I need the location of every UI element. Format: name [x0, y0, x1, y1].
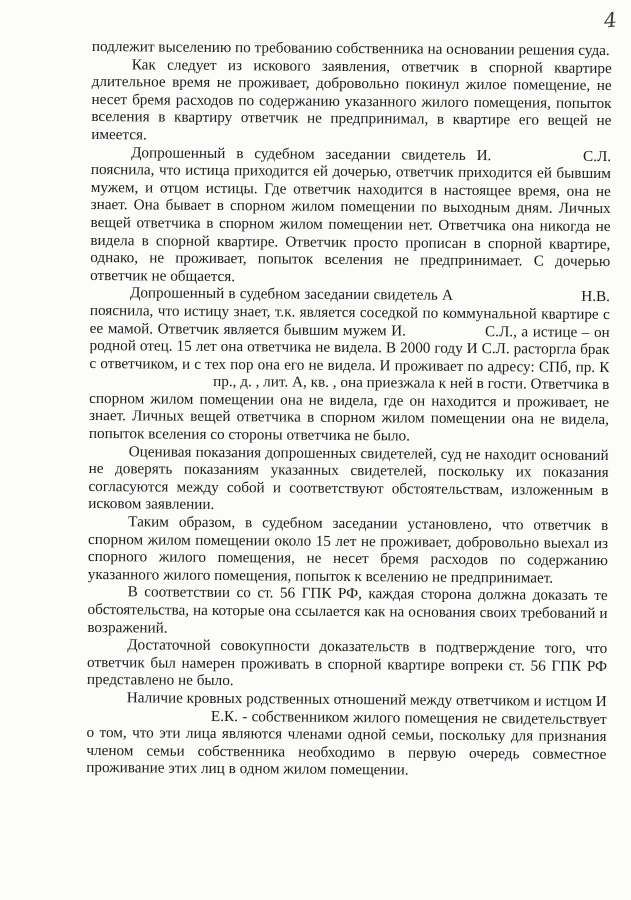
paragraph-witness-i	[90, 144, 611, 289]
document-body	[86, 38, 612, 781]
paragraph-text: Допрошенный в судебном заседании свидетель А	[129, 284, 454, 305]
paragraph-text: Е.К. - собственником жилого помещения не свидетельствует о том, что эти лица являются членами одной семьи, поскольку для признания членом семьи собственника необходимо в первую очередь совместное проживание этих лиц в одном жилом помещении.	[86, 707, 607, 779]
paragraph-text: С.Л. пояснила, что истица приходится ей дочерью, ответчик приходится ей бывшим мужем, и отцом истицы. Где ответчик находится в настоящее время, она не знает. Она бывает в спорном жилом помещении по выходным дням. Личных вещей ответчика в спорном жилом помещении нет. Ответчика она никогда не видела в спорной квартире. Ответчик просто прописан в спорной квартире, однако, не проживает, попыток вселения не предпринимает. С дочерью ответчик не общается.	[90, 147, 612, 285]
redacted-name	[457, 291, 577, 304]
paragraph-article-56	[87, 583, 607, 640]
paragraph-evaluation	[88, 443, 609, 517]
paragraph-text: В соответствии со ст. 56 ГПК РФ, каждая сторона должна доказать те обстоятельства, на которые она ссылается как на основания своих требований и возражений.	[87, 583, 608, 637]
paragraph-witness-a	[89, 284, 610, 446]
redacted-name	[87, 710, 207, 723]
paragraph-text: Как следует из искового заявления, ответчик в спорной квартире длительное время не проживает, добровольно покинул жилое помещение, не несет бремя расходов по содержанию указанного жилого помещения, попыток вселения в квартиру ответчик не предпринимал, в квартире его вещей не имеется.	[91, 55, 612, 144]
page-number: 4	[603, 7, 619, 33]
paragraph-text: Таким образом, в судебном заседании установлено, что ответчик в спорном жилом помещении около 15 лет не проживает, добровольно выехал из спорного жилого помещения, не несет бремя расходов по содержанию указанного жилого помещения, попыток к вселению не предпринимает.	[87, 513, 609, 587]
paragraph-text: подлежит выселению по требованию собственника на основании решения суда.	[91, 38, 610, 60]
paragraph-text: Оценивая показания допрошенных свидетелей, суд не находит оснований не доверять показаниям указанных свидетелей, поскольку их показания согласуются между собой и соответствуют обстоятельствам, изложенным в исковом заявлении.	[88, 442, 609, 514]
paragraph-text: Наличие кровных родственных отношений между ответчиком и истцом И	[126, 689, 607, 711]
redacted-name	[410, 326, 480, 339]
paragraph-established	[88, 513, 609, 587]
paragraph-evidence	[87, 636, 607, 693]
paragraph-text: Допрошенный в судебном заседании свидетель И.	[131, 143, 492, 164]
redacted-address	[89, 376, 209, 389]
paragraph-text: С.Л., а истице – он родной отец. 15 лет она ответчика не видела. В 2000 году И С.Л. расторгла брак с ответчиком, и с тех пор она его не видела. И проживает по адресу: СПб, пр. К	[89, 322, 610, 376]
paragraph-text: Достаточной совокупности доказательств в подтверждение того, что ответчик был намерен проживать в спорной квартире вопреки ст. 56 ГПК РФ представлено не было.	[86, 636, 608, 690]
paragraph-claim	[91, 56, 612, 148]
paragraph-text: пр., д. , лит. А, кв. , она приезжала к ней в гости. Ответчика в спорном жилом помещении она не видела, где он находится и проживает, не знает. Личных вещей ответчика в спорном жилом помещении она не видела, попыток вселения со стороны ответчика не было.	[88, 373, 610, 445]
paragraph-family	[86, 689, 607, 781]
paragraph-text: Н.В. пояснила, что истицу знает, т.к. является соседкой по коммунальной квартире с ее мамой. Ответчик является бывшим мужем И.	[89, 288, 611, 339]
redacted-name	[502, 150, 572, 163]
